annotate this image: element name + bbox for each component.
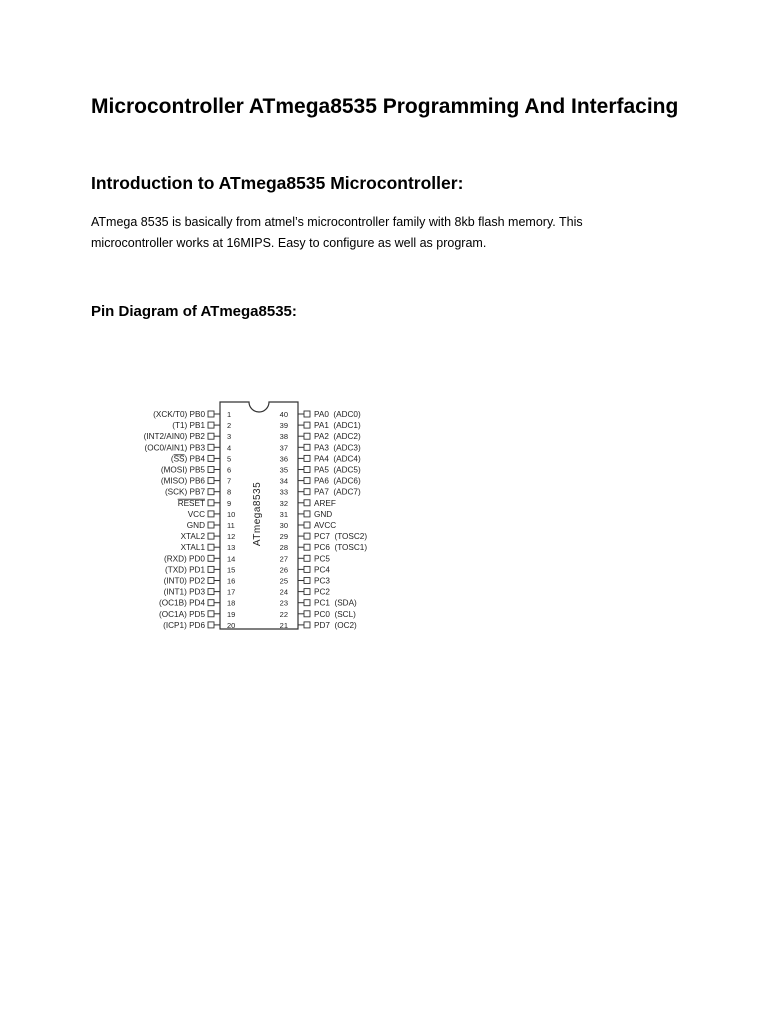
pin-pad-left-4 (208, 455, 214, 461)
pin-number-left-13: 14 (227, 554, 236, 564)
pin-name-right-18: PC0 (SCL) (314, 609, 356, 619)
pin-name-right-2: PA2 (ADC2) (314, 432, 361, 442)
pin-pad-left-14 (208, 566, 214, 572)
pin-number-left-11: 12 (227, 532, 236, 542)
pin-diagram-figure (130, 400, 390, 632)
pin-name-right-4: PA4 (ADC4) (314, 454, 361, 464)
pin-number-right-9: 31 (279, 509, 288, 519)
pin-name-left-9: VCC (187, 509, 205, 519)
pin-number-right-13: 27 (279, 554, 288, 564)
pin-pad-right-10 (304, 522, 310, 528)
pin-pad-right-5 (304, 467, 310, 473)
pin-pad-left-18 (208, 611, 214, 617)
pin-name-right-8: AREF (314, 498, 336, 508)
pin-pad-left-8 (208, 500, 214, 506)
pin-name-left-6: (MISO) PB6 (160, 476, 205, 486)
pin-number-left-15: 16 (227, 576, 236, 586)
pin-name-left-10: GND (186, 521, 205, 530)
pin-name-right-7: PA7 (ADC7) (314, 487, 361, 497)
pin-pad-right-11 (304, 533, 310, 539)
pin-number-left-14: 15 (227, 565, 236, 575)
pin-number-right-11: 29 (279, 532, 288, 542)
pin-pad-left-11 (208, 533, 214, 539)
pin-number-right-1: 39 (279, 421, 288, 431)
pin-pad-left-0 (208, 411, 214, 417)
pin-number-right-3: 37 (279, 443, 288, 453)
intro-line: microcontroller works at 16MIPS. Easy to configure as well as program. (91, 236, 487, 250)
pin-name-left-17: (OC1B) PD4 (159, 598, 205, 608)
pin-number-left-7: 8 (227, 487, 232, 497)
intro-paragraph (91, 212, 691, 254)
pin-pad-left-5 (208, 467, 214, 473)
pin-number-left-1: 2 (227, 421, 232, 431)
pin-pad-left-2 (208, 433, 214, 439)
pin-name-left-3: (OC0/AIN1) PB3 (144, 443, 205, 453)
pin-pad-right-12 (304, 544, 310, 550)
pin-pad-right-8 (304, 500, 310, 506)
pin-pad-left-10 (208, 522, 214, 528)
pin-pad-left-7 (208, 489, 214, 495)
pin-name-left-5: (MOSI) PB5 (160, 465, 205, 475)
pin-number-left-8: 9 (227, 498, 232, 508)
section-heading-introduction: Introduction to ATmega8535 Microcontroller: (91, 173, 464, 193)
pin-name-left-1: (T1) PB1 (172, 421, 205, 431)
pin-number-right-8: 32 (279, 498, 288, 508)
pin-number-left-6: 7 (227, 476, 232, 486)
pin-pad-right-2 (304, 433, 310, 439)
pin-number-right-7: 33 (279, 487, 288, 497)
pin-number-right-15: 25 (279, 576, 288, 586)
pin-number-left-9: 10 (227, 509, 236, 519)
pin-pad-right-14 (304, 566, 310, 572)
pin-name-right-9: GND (314, 509, 333, 519)
pin-number-right-2: 38 (279, 432, 288, 442)
pin-pad-left-13 (208, 555, 214, 561)
pin-number-right-16: 24 (279, 587, 288, 597)
pin-number-left-0: 1 (227, 410, 232, 419)
pin-pad-right-19 (304, 622, 310, 628)
pin-number-right-17: 23 (279, 598, 288, 608)
pin-number-left-12: 13 (227, 543, 236, 553)
pin-number-right-6: 34 (279, 476, 288, 486)
pin-name-right-14: PC4 (314, 565, 330, 575)
pin-number-left-3: 4 (227, 443, 232, 453)
pin-number-left-2: 3 (227, 432, 232, 442)
pin-pad-left-16 (208, 589, 214, 595)
pin-pad-left-1 (208, 422, 214, 428)
pin-pad-right-3 (304, 444, 310, 450)
pin-name-left-8: RESET (177, 498, 205, 508)
pin-name-left-16: (INT1) PD3 (163, 587, 205, 597)
pin-name-left-19: (ICP1) PD6 (163, 620, 205, 630)
chip-label: ATmega8535 (252, 481, 263, 547)
pin-name-right-1: PA1 (ADC1) (314, 421, 361, 431)
pin-pad-right-17 (304, 600, 310, 606)
pin-name-left-2: (INT2/AIN0) PB2 (143, 432, 205, 442)
pin-name-right-5: PA5 (ADC5) (314, 465, 361, 475)
pin-name-left-0: (XCK/T0) PB0 (153, 410, 205, 419)
pin-number-left-5: 6 (227, 465, 232, 475)
pin-name-right-17: PC1 (SDA) (314, 598, 357, 608)
pin-number-left-4: 5 (227, 454, 232, 464)
pin-name-left-18: (OC1A) PD5 (159, 609, 205, 619)
pin-name-left-13: (RXD) PD0 (164, 554, 205, 564)
pin-pad-left-9 (208, 511, 214, 517)
pin-number-right-0: 40 (279, 410, 288, 419)
pin-pad-right-1 (304, 422, 310, 428)
pin-pad-left-17 (208, 600, 214, 606)
pin-pad-right-15 (304, 578, 310, 584)
pin-pad-right-16 (304, 589, 310, 595)
pin-number-right-10: 30 (279, 521, 288, 530)
pin-pad-right-13 (304, 555, 310, 561)
pin-name-left-15: (INT0) PD2 (163, 576, 205, 586)
pin-pad-left-12 (208, 544, 214, 550)
pin-number-left-19: 20 (227, 620, 236, 630)
pin-name-right-10: AVCC (314, 521, 337, 530)
pin-name-left-11: XTAL2 (180, 532, 205, 542)
pin-name-left-12: XTAL1 (180, 543, 205, 553)
pin-pad-right-4 (304, 455, 310, 461)
pin-name-right-6: PA6 (ADC6) (314, 476, 361, 486)
pin-number-left-10: 11 (227, 521, 235, 530)
pin-pad-left-3 (208, 444, 214, 450)
pin-number-right-14: 26 (279, 565, 288, 575)
document-title: Microcontroller ATmega8535 Programming And Interfacing (91, 95, 679, 118)
pin-name-right-3: PA3 (ADC3) (314, 443, 361, 453)
pin-name-right-12: PC6 (TOSC1) (314, 543, 368, 553)
pin-pad-right-0 (304, 411, 310, 417)
pin-pad-left-6 (208, 478, 214, 484)
pin-diagram-svg (130, 400, 390, 632)
pin-name-left-7: (SCK) PB7 (164, 487, 205, 497)
pin-name-right-11: PC7 (TOSC2) (314, 532, 368, 542)
pin-pad-right-18 (304, 611, 310, 617)
pin-name-right-19: PD7 (OC2) (314, 620, 357, 630)
pin-name-left-14: (TXD) PD1 (164, 565, 205, 575)
pin-diagram-heading: Pin Diagram of ATmega8535: (91, 303, 297, 320)
pin-pad-right-6 (304, 478, 310, 484)
pin-pad-right-9 (304, 511, 310, 517)
pin-number-right-18: 22 (279, 609, 288, 619)
pin-name-right-13: PC5 (314, 554, 330, 564)
pin-name-right-16: PC2 (314, 587, 330, 597)
pin-number-right-5: 35 (279, 465, 288, 475)
pin-pad-right-7 (304, 489, 310, 495)
pin-number-right-12: 28 (279, 543, 288, 553)
pin-number-right-19: 21 (279, 620, 288, 630)
pin-number-right-4: 36 (279, 454, 288, 464)
pin-name-right-0: PA0 (ADC0) (314, 410, 361, 419)
intro-line: ATmega 8535 is basically from atmel’s microcontroller family with 8kb flash memory. This (91, 215, 583, 229)
pin-pad-left-15 (208, 578, 214, 584)
pin-pad-left-19 (208, 622, 214, 628)
pin-number-left-17: 18 (227, 598, 236, 608)
pin-number-left-18: 19 (227, 609, 236, 619)
pin-name-right-15: PC3 (314, 576, 330, 586)
pin-name-left-4: (SS) PB4 (170, 454, 205, 464)
pin-number-left-16: 17 (227, 587, 236, 597)
